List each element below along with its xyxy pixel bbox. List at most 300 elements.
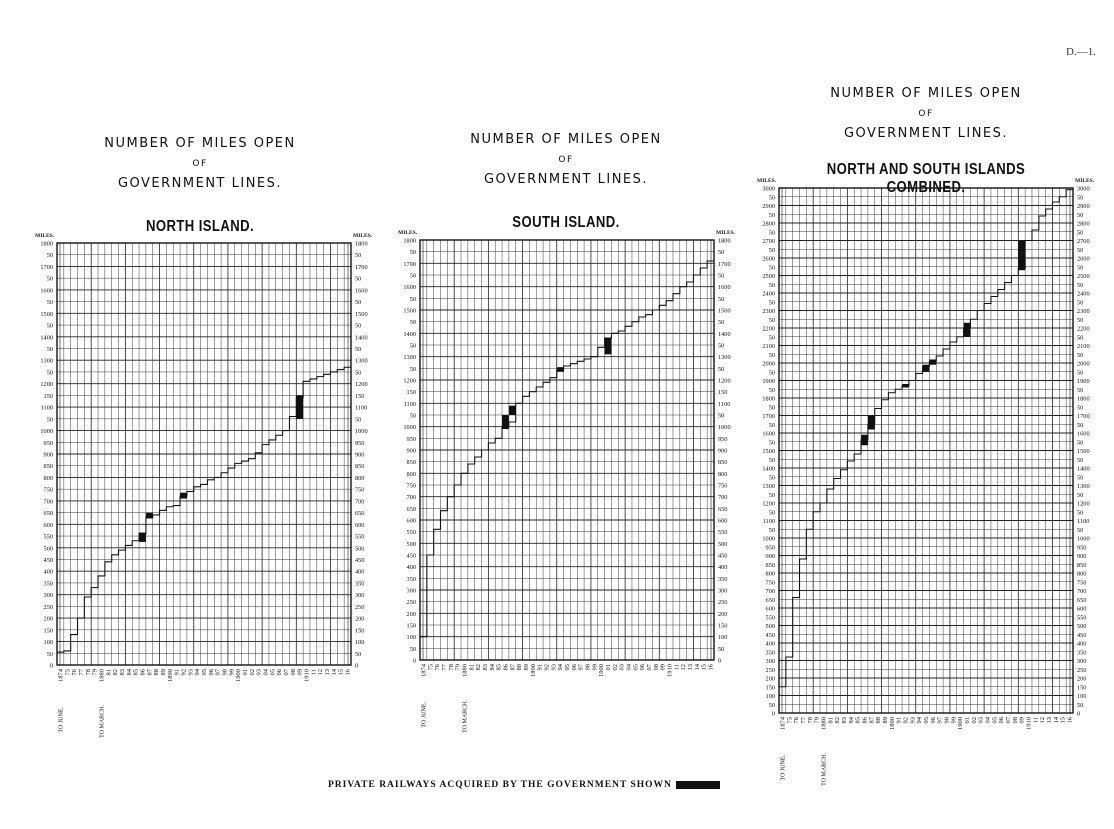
y-tick-label: 50: [768, 509, 775, 517]
x-tick-label: 75: [64, 669, 72, 676]
y-tick-label: 50: [46, 346, 53, 353]
x-tick-label: 75: [427, 664, 435, 671]
y-tick-label: 800: [718, 470, 728, 478]
x-tick-label: 83: [481, 664, 489, 671]
x-tick-label: 14: [1052, 717, 1060, 724]
y-tick-label: 100: [765, 693, 775, 700]
y-tick-label: 900: [43, 451, 53, 459]
y-tick-label: 900: [765, 553, 775, 560]
y-tick-label: 1400: [403, 330, 416, 338]
x-tick-label: 01: [605, 664, 613, 671]
y-tick-label: 2700: [1077, 238, 1090, 245]
x-tick-label: 02: [248, 669, 256, 676]
y-tick-label: 800: [1077, 570, 1087, 578]
x-tick-label: 02: [611, 664, 619, 671]
y-tick-label: 500: [43, 545, 53, 553]
y-tick-label: 1000: [355, 428, 368, 436]
x-note-to-june: TO JUNE.: [58, 707, 65, 733]
y-tick-label: 50: [46, 322, 53, 330]
x-tick-label: 13: [324, 669, 332, 676]
x-tick-label: 12: [317, 669, 325, 676]
y-tick-label: 100: [43, 639, 53, 647]
y-tick-label: 1200: [40, 381, 53, 389]
y-tick-label: 200: [718, 610, 728, 618]
y-tick-label: 700: [765, 588, 775, 595]
y-tick-label: 350: [355, 580, 365, 588]
y-tick-label: 250: [765, 666, 775, 674]
y-tick-label: 50: [46, 275, 53, 283]
y-axis-unit-left: MILES.: [35, 233, 55, 239]
y-tick-label: 50: [1077, 404, 1084, 412]
x-tick-label: 76: [793, 717, 801, 724]
x-tick-label: 04: [625, 664, 633, 671]
y-tick-label: 1000: [718, 424, 731, 432]
x-tick-label: 76: [434, 664, 442, 671]
y-tick-label: 600: [765, 605, 775, 613]
y-tick-label: 50: [46, 650, 53, 658]
x-tick-label: 08: [289, 669, 297, 676]
y-tick-label: 1600: [718, 284, 731, 292]
y-tick-label: 50: [1077, 369, 1084, 377]
acquired-block: [964, 323, 971, 337]
y-tick-label: 50: [1077, 491, 1084, 499]
y-tick-label: 1100: [40, 404, 53, 412]
x-tick-label: 84: [847, 717, 855, 724]
x-tick-label: 94: [557, 664, 565, 671]
acquired-block: [868, 416, 875, 430]
y-tick-label: 100: [1077, 693, 1087, 700]
x-tick-label: 89: [881, 717, 889, 724]
y-tick-label: 50: [768, 386, 775, 394]
y-tick-label: 2900: [762, 203, 775, 210]
y-tick-label: 700: [43, 498, 53, 506]
y-tick-label: 750: [355, 486, 365, 494]
x-tick-label: 09: [659, 664, 667, 671]
y-tick-label: 150: [718, 389, 728, 397]
y-tick-label: 950: [1077, 544, 1087, 552]
x-tick-label: 07: [283, 669, 291, 676]
y-tick-label: 2000: [762, 360, 775, 368]
y-tick-label: 1100: [403, 400, 416, 408]
x-tick-label: 03: [255, 669, 263, 676]
y-tick-label: 100: [406, 634, 416, 642]
acquired-block: [929, 360, 936, 365]
y-tick-label: 150: [406, 389, 416, 397]
x-tick-label: 13: [687, 664, 695, 671]
x-tick-label: 08: [652, 664, 660, 671]
y-tick-label: 2300: [762, 308, 775, 315]
y-tick-label: 1400: [1077, 465, 1090, 473]
y-tick-label: 200: [1077, 675, 1087, 683]
y-tick-label: 1500: [403, 307, 416, 315]
x-tick-label: 1890: [166, 669, 174, 682]
y-tick-label: 300: [43, 592, 53, 600]
x-tick-label: 85: [132, 669, 140, 676]
y-tick-label: 50: [409, 412, 416, 420]
x-tick-label: 16: [707, 664, 715, 671]
x-note-to-march: TO MARCH.: [821, 753, 828, 786]
y-tick-label: 2500: [1077, 273, 1090, 280]
y-tick-label: 50: [409, 319, 416, 327]
y-tick-label: 50: [355, 252, 362, 260]
x-tick-label: 82: [112, 669, 120, 676]
y-tick-label: 500: [765, 623, 775, 630]
y-tick-label: 950: [765, 544, 775, 552]
y-tick-label: 700: [355, 498, 365, 506]
y-tick-label: 3000: [1077, 185, 1090, 193]
y-tick-label: 1600: [1077, 430, 1090, 438]
y-tick-label: 400: [1077, 640, 1087, 648]
x-note-to-june: TO JUNE.: [421, 702, 428, 728]
x-tick-label: 1900: [957, 717, 965, 730]
y-tick-label: 300: [1077, 658, 1087, 665]
x-tick-label: 91: [173, 669, 181, 676]
x-tick-label: 15: [337, 669, 345, 676]
x-tick-label: 1890: [529, 664, 537, 677]
x-tick-label: 96: [929, 717, 937, 724]
y-tick-label: 1400: [762, 465, 775, 473]
y-tick-label: 300: [718, 587, 728, 595]
y-tick-label: 1100: [1077, 518, 1090, 525]
x-tick-label: 97: [577, 664, 585, 671]
y-tick-label: 50: [1077, 701, 1084, 709]
y-axis-unit-left: MILES.: [757, 178, 777, 184]
x-tick-label: 09: [296, 669, 304, 676]
y-tick-label: 650: [43, 510, 53, 518]
x-tick-label: 94: [194, 669, 202, 676]
y-tick-label: 2100: [1077, 343, 1090, 350]
x-tick-label: 82: [834, 717, 842, 724]
y-tick-label: 0: [1077, 710, 1081, 718]
x-tick-label: 09: [1018, 717, 1026, 724]
y-tick-label: 2800: [762, 220, 775, 228]
y-tick-label: 500: [406, 540, 416, 548]
y-tick-label: 2200: [762, 325, 775, 333]
y-tick-label: 150: [355, 392, 365, 400]
y-tick-label: 850: [43, 463, 53, 471]
south-chart-title: SOUTH ISLAND.: [512, 214, 620, 231]
x-tick-label: 89: [159, 669, 167, 676]
y-tick-label: 50: [768, 281, 775, 289]
acquired-block: [1018, 241, 1025, 271]
x-tick-label: 11: [673, 664, 681, 671]
y-tick-label: 800: [765, 570, 775, 578]
y-tick-label: 450: [43, 557, 53, 564]
y-tick-label: 700: [718, 494, 728, 502]
x-tick-label: 16: [1066, 717, 1074, 724]
y-tick-label: 600: [406, 517, 416, 525]
x-tick-label: 95: [201, 669, 208, 676]
x-tick-label: 87: [146, 669, 154, 676]
y-tick-label: 1300: [1077, 483, 1090, 490]
y-tick-label: 50: [718, 249, 725, 257]
y-tick-label: 1600: [403, 284, 416, 292]
y-tick-label: 50: [768, 211, 775, 219]
x-tick-label: 84: [125, 669, 133, 676]
y-tick-label: 250: [355, 603, 365, 611]
y-tick-label: 50: [409, 365, 416, 373]
x-tick-label: 88: [516, 664, 524, 671]
x-tick-label: 08: [1011, 717, 1019, 724]
heading-line-2: OF: [558, 155, 574, 165]
x-tick-label: 01: [964, 717, 972, 724]
y-tick-label: 50: [1077, 439, 1084, 447]
y-tick-label: 750: [765, 579, 775, 587]
y-tick-label: 750: [1077, 579, 1087, 587]
y-tick-label: 50: [1077, 509, 1084, 517]
y-tick-label: 50: [768, 334, 775, 342]
y-tick-label: 50: [1077, 421, 1084, 429]
y-tick-label: 50: [1077, 526, 1084, 534]
y-tick-label: 50: [1077, 264, 1084, 272]
x-tick-label: 76: [71, 669, 79, 676]
x-tick-label: 93: [550, 664, 558, 671]
y-tick-label: 1800: [403, 237, 416, 245]
y-tick-label: 0: [412, 657, 416, 665]
x-tick-label: 1880: [820, 717, 828, 730]
y-tick-label: 50: [355, 299, 362, 307]
y-tick-label: 1500: [40, 310, 53, 318]
page-reference: D.—1.: [1066, 46, 1096, 58]
y-tick-label: 1200: [762, 500, 775, 508]
x-tick-label: 92: [180, 669, 188, 676]
y-tick-label: 50: [768, 439, 775, 447]
y-tick-label: 50: [355, 346, 362, 353]
x-tick-label: 79: [454, 664, 462, 671]
y-tick-label: 750: [718, 482, 728, 490]
x-tick-label: 85: [495, 664, 503, 671]
x-tick-label: 78: [447, 664, 455, 671]
y-tick-label: 50: [768, 246, 775, 254]
y-tick-label: 100: [355, 639, 365, 647]
x-tick-label: 86: [139, 669, 147, 676]
y-tick-label: 250: [43, 603, 53, 611]
x-tick-label: 95: [564, 664, 571, 671]
y-tick-label: 850: [765, 561, 775, 569]
x-tick-label: 79: [813, 717, 821, 724]
y-tick-label: 50: [46, 416, 53, 424]
y-tick-label: 500: [718, 540, 728, 548]
y-tick-label: 1200: [1077, 500, 1090, 508]
y-tick-label: 150: [765, 684, 775, 692]
y-tick-label: 850: [355, 463, 365, 471]
y-tick-label: 50: [1077, 281, 1084, 289]
y-tick-label: 50: [768, 369, 775, 377]
y-tick-label: 200: [406, 610, 416, 618]
y-tick-label: 650: [355, 510, 365, 518]
y-tick-label: 0: [355, 662, 359, 670]
y-tick-label: 50: [768, 404, 775, 412]
y-tick-label: 50: [355, 275, 362, 283]
heading-line-3: GOVERNMENT LINES.: [117, 176, 283, 191]
y-axis-unit-right: MILES.: [353, 233, 373, 239]
x-tick-label: 03: [977, 717, 985, 724]
x-tick-label: 82: [475, 664, 483, 671]
x-tick-label: 87: [868, 717, 876, 724]
y-tick-label: 650: [718, 505, 728, 513]
y-tick-label: 1900: [1077, 378, 1090, 385]
x-tick-label: 91: [895, 717, 903, 724]
x-tick-label: 86: [861, 717, 869, 724]
y-tick-label: 850: [1077, 561, 1087, 569]
y-tick-label: 1300: [403, 354, 416, 362]
y-tick-label: 1000: [403, 424, 416, 432]
y-tick-label: 450: [1077, 631, 1087, 639]
y-tick-label: 50: [46, 252, 53, 260]
heading-line-2: OF: [192, 159, 208, 169]
y-tick-label: 400: [406, 564, 416, 572]
y-tick-label: 1300: [762, 483, 775, 490]
y-tick-label: 50: [409, 645, 416, 653]
x-tick-label: 15: [1059, 717, 1067, 724]
y-tick-label: 50: [768, 264, 775, 272]
y-tick-label: 0: [49, 662, 53, 670]
y-tick-label: 1600: [40, 287, 53, 295]
y-tick-label: 50: [768, 351, 775, 359]
y-tick-label: 600: [718, 517, 728, 525]
x-tick-label: 77: [799, 717, 807, 724]
y-tick-label: 350: [718, 575, 728, 583]
y-tick-label: 2600: [1077, 255, 1090, 263]
y-tick-label: 450: [406, 552, 416, 560]
y-tick-label: 50: [768, 316, 775, 324]
y-tick-label: 450: [355, 557, 365, 564]
x-note-to-june: TO JUNE.: [780, 755, 787, 781]
x-note-to-march: TO MARCH.: [462, 700, 469, 733]
x-tick-label: 1880: [461, 664, 469, 677]
x-tick-label: 13: [1046, 717, 1054, 724]
y-tick-label: 50: [1077, 456, 1084, 464]
y-tick-label: 250: [406, 599, 416, 607]
y-tick-label: 900: [355, 451, 365, 459]
x-tick-label: 99: [228, 669, 236, 676]
y-tick-label: 450: [718, 552, 728, 560]
y-tick-label: 950: [43, 439, 53, 447]
acquired-block: [902, 384, 909, 388]
y-tick-label: 250: [1077, 666, 1087, 674]
y-tick-label: 550: [1077, 614, 1087, 622]
y-tick-label: 2700: [762, 238, 775, 245]
x-tick-label: 96: [207, 669, 215, 676]
y-tick-label: 250: [718, 599, 728, 607]
y-tick-label: 1900: [762, 378, 775, 385]
y-tick-label: 350: [765, 649, 775, 657]
x-tick-label: 14: [330, 669, 338, 676]
y-tick-label: 150: [355, 627, 365, 635]
y-tick-label: 50: [768, 421, 775, 429]
y-tick-label: 50: [409, 295, 416, 303]
y-tick-label: 50: [768, 526, 775, 534]
x-tick-label: 1874: [420, 664, 428, 677]
y-tick-label: 50: [1077, 474, 1084, 482]
y-tick-label: 1800: [1077, 395, 1090, 403]
x-tick-label: 77: [77, 669, 85, 676]
y-tick-label: 2100: [762, 343, 775, 350]
x-tick-label: 83: [118, 669, 126, 676]
y-tick-label: 600: [43, 521, 53, 529]
y-tick-label: 1800: [718, 237, 731, 245]
x-tick-label: 75: [786, 717, 794, 724]
y-tick-label: 50: [768, 491, 775, 499]
x-tick-label: 15: [700, 664, 708, 671]
x-tick-label: 97: [214, 669, 222, 676]
y-tick-label: 1300: [718, 354, 731, 362]
y-tick-label: 1000: [1077, 535, 1090, 543]
x-tick-label: 98: [943, 717, 951, 724]
x-tick-label: 88: [153, 669, 161, 676]
x-tick-label: 78: [84, 669, 92, 676]
y-tick-label: 550: [765, 614, 775, 622]
y-tick-label: 800: [355, 474, 365, 482]
y-tick-label: 650: [1077, 596, 1087, 604]
y-axis-unit-left: MILES.: [398, 230, 418, 236]
x-tick-label: 79: [91, 669, 99, 676]
x-note-to-march: TO MARCH.: [99, 705, 106, 738]
x-tick-label: 04: [262, 669, 270, 676]
y-tick-label: 50: [355, 650, 362, 658]
x-tick-label: 98: [584, 664, 592, 671]
y-tick-label: 50: [768, 701, 775, 709]
x-tick-label: 07: [646, 664, 654, 671]
y-tick-label: 1000: [40, 428, 53, 436]
y-tick-label: 350: [43, 580, 53, 588]
x-tick-label: 83: [840, 717, 848, 724]
y-tick-label: 1500: [762, 448, 775, 455]
x-tick-label: 05: [632, 664, 640, 671]
y-tick-label: 1700: [762, 413, 775, 420]
x-tick-label: 1874: [779, 717, 787, 730]
y-tick-label: 150: [718, 622, 728, 630]
y-tick-label: 50: [768, 456, 775, 464]
y-tick-label: 1200: [403, 377, 416, 385]
x-tick-label: 78: [806, 717, 814, 724]
x-tick-label: 14: [693, 664, 701, 671]
y-tick-label: 1800: [40, 240, 53, 248]
y-tick-label: 150: [1077, 684, 1087, 692]
x-tick-label: 11: [1032, 717, 1040, 724]
y-tick-label: 900: [406, 447, 416, 455]
x-tick-label: 81: [105, 669, 113, 676]
heading-line-1: NUMBER OF MILES OPEN: [104, 136, 296, 151]
y-tick-label: 50: [1077, 246, 1084, 254]
x-tick-label: 06: [639, 664, 647, 671]
y-tick-label: 600: [355, 521, 365, 529]
y-tick-label: 300: [406, 587, 416, 595]
y-tick-label: 200: [43, 615, 53, 623]
x-tick-label: 06: [276, 669, 284, 676]
y-tick-label: 350: [1077, 649, 1087, 657]
x-tick-label: 1880: [98, 669, 106, 682]
y-tick-label: 550: [406, 529, 416, 537]
combined-chart-title: NORTH AND SOUTH ISLANDS COMBINED.: [826, 161, 1026, 196]
acquired-block: [923, 365, 930, 372]
x-tick-label: 81: [827, 717, 835, 724]
heading-line-1: NUMBER OF MILES OPEN: [830, 86, 1022, 101]
y-tick-label: 50: [46, 299, 53, 307]
heading-line-2: OF: [918, 109, 934, 119]
y-tick-label: 1500: [355, 310, 368, 318]
y-tick-label: 50: [409, 249, 416, 257]
y-tick-label: 50: [1077, 386, 1084, 394]
y-tick-label: 800: [43, 474, 53, 482]
x-tick-label: 03: [618, 664, 626, 671]
y-tick-label: 50: [1077, 194, 1084, 202]
y-tick-label: 50: [355, 322, 362, 330]
acquired-legend-swatch: [676, 781, 720, 789]
y-tick-label: 1500: [718, 307, 731, 315]
footer-note: PRIVATE RAILWAYS ACQUIRED BY THE GOVERNMENT SHOWN: [328, 780, 672, 790]
y-tick-label: 1600: [355, 287, 368, 295]
